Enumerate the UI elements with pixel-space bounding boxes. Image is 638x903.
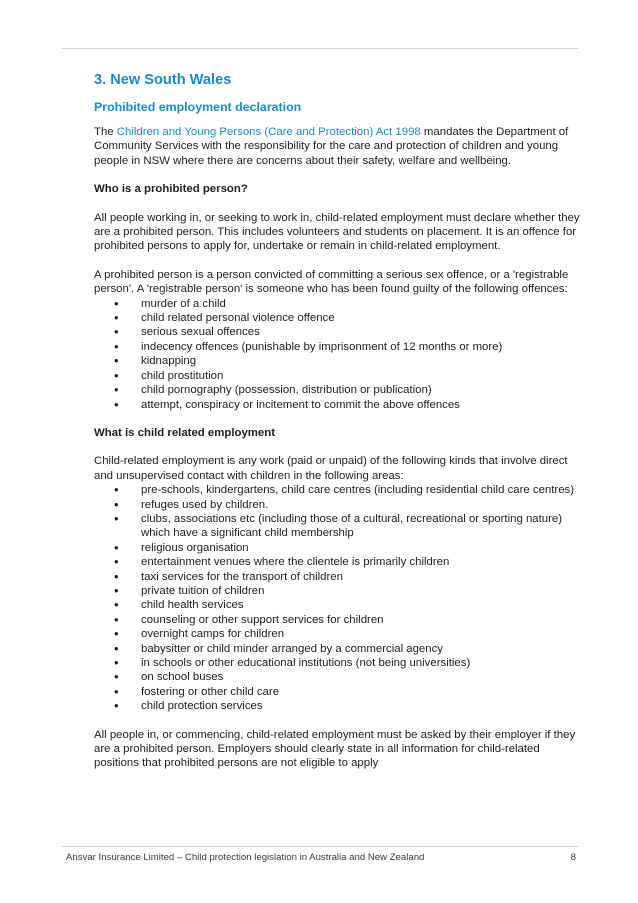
intro-paragraph [94,125,586,168]
section-heading: 3. New South Wales [94,72,232,88]
offence-list-item: • serious sexual offences [94,325,586,339]
intro-text-before: The [94,126,117,138]
employment-area-list-item: • on school buses [94,670,586,684]
employment-area-list-item: • in schools or other educational institutions (not being universities) [94,656,586,670]
offence-list-item: • child prostitution [94,369,586,383]
offence-list-item: • attempt, conspiracy or incitement to commit the above offences [94,398,586,412]
offence-list-item: • murder of a child [94,297,586,311]
paragraph-employer-obligation: All people in, or commencing, child-related employment must be asked by their employer if they are a prohibited person. Employers should clearly state in all information for child-related positions that prohibited persons are not eligible to apply [94,728,576,770]
employment-area-list-item: • babysitter or child minder arranged by a commercial agency [94,642,586,656]
employment-area-list-item: • fostering or other child care [94,685,586,699]
page-footer [66,852,576,864]
section-subheading: Prohibited employment declaration [94,100,302,114]
question-prohibited-person: Who is a prohibited person? [94,183,248,196]
areas-list [94,483,586,714]
paragraph-prohibited-definition: A prohibited person is a person convicted of committing a serious sex offence, or a 'registrable person'. A 'registrable person' is someone who has been found guilty of the following offences: [94,268,569,296]
header-divider [62,48,578,49]
footer-divider [62,846,578,847]
footer-text: Ansvar Insurance Limited – Child protection legislation in Australia and New Zealand [66,852,425,863]
question-child-related-employment: What is child related employment [94,426,276,439]
employment-area-list-item: • pre-schools, kindergartens, child care centres (including residential child care centres) [94,483,586,497]
page-number: 8 [570,852,576,863]
employment-area-list-item: • entertainment venues where the clientele is primarily children [94,555,586,569]
offence-list-item: • indecency offences (punishable by imprisonment of 12 months or more) [94,340,586,354]
employment-area-list-item: • taxi services for the transport of children [94,570,586,584]
offence-list-item: • kidnapping [94,354,586,368]
page-content [94,71,586,771]
employment-area-list-item: • refuges used by children. [94,498,586,512]
employment-area-list-item: • child health services [94,598,586,612]
offence-list-item: • child pornography (possession, distribution or publication) [94,383,586,397]
offence-list-item: • child related personal violence offence [94,311,586,325]
offences-list [94,297,586,412]
act-link[interactable]: Children and Young Persons (Care and Protection) Act 1998 [116,126,421,138]
intro-text-after: mandates the Department of Community Services with the responsibility for the care and protection of children and young people in NSW where there are concerns about their safety, welfare and wellbeing. [94,126,569,167]
employment-area-list-item: • overnight camps for children [94,627,586,641]
paragraph-employment-definition: Child-related employment is any work (paid or unpaid) of the following kinds that involve direct and unsupervised contact with children in the following areas: [94,455,568,482]
employment-area-list-item: • private tuition of children [94,584,586,598]
employment-area-list-item: • child protection services [94,699,586,713]
employment-area-list-item: • religious organisation [94,541,586,555]
employment-area-list-item: • counseling or other support services for children [94,613,586,627]
paragraph-declaration: All people working in, or seeking to work in, child-related employment must declare whether they are a prohibited person. This includes volunteers and students on placement. It is an offence for prohibited persons to apply for, undertake or remain in child-related employment. [94,211,580,253]
employment-area-list-item: • clubs, associations etc (including those of a cultural, recreational or sporting nature) which have a significant child membership [94,512,586,541]
